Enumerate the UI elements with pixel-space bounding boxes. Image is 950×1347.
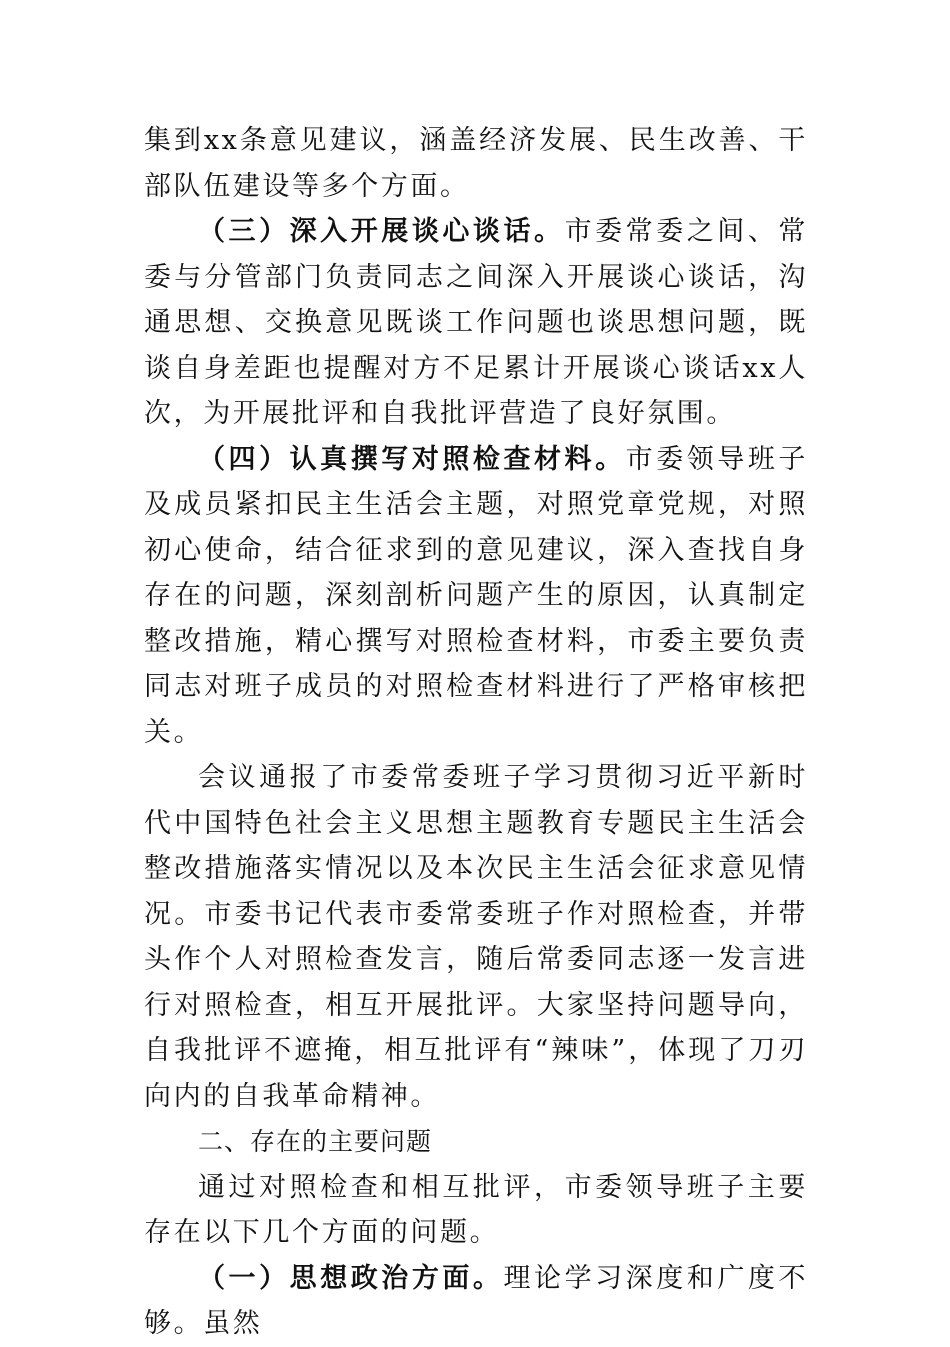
document-page [144, 118, 808, 1347]
paragraph-political-body: 理论学习深度和广度不够。虽然 [144, 1262, 809, 1339]
paragraph-talks-body: 市委常委之间、常委与分管部门负责同志之间深入开展谈心谈话，沟通思想、交换意见既谈工作问题也谈思想问题，既谈自身差距也提醒对方不足累计开展谈心谈话xx人次，为开展批评和自我批评营造了良好氛围。 [144, 216, 808, 429]
paragraph-continuation: 集到xx条意见建议，涵盖经济发展、民生改善、干部队伍建设等多个方面。 [144, 125, 808, 202]
subheading-talks: （三）深入开展谈心谈话。 [198, 216, 565, 247]
paragraph-political [144, 1256, 808, 1347]
section-heading-problems: 二、存在的主要问题 [198, 1127, 433, 1156]
paragraph-talks [144, 209, 808, 437]
paragraph-materials-body: 市委领导班子及成员紧扣民主生活会主题，对照党章党规，对照初心使命，结合征求到的意见建议，深入查找自身存在的问题，深刻剖析问题产生的原因，认真制定整改措施，精心撰写对照检查材料，市委主要负责同志对班子成员的对照检查材料进行了严格审核把关。 [144, 443, 808, 748]
paragraph-meeting: 会议通报了市委常委班子学习贯彻习近平新时代中国特色社会主义思想主题教育专题民主生活会整改措施落实情况以及本次民主生活会征求意见情况。市委书记代表市委常委班子作对照检查，并带头作个人对照检查发言，随后常委同志逐一发言进行对照检查，相互开展批评。大家坚持问题导向，自我批评不遮掩，相互批评有“辣味”，体现了刀刃向内的自我革命精神。 [144, 762, 808, 1112]
paragraph-materials [144, 437, 808, 756]
subheading-materials: （四）认真撰写对照检查材料。 [198, 443, 626, 475]
paragraph-problems-intro: 通过对照检查和相互批评，市委领导班子主要存在以下几个方面的问题。 [144, 1171, 808, 1248]
subheading-political: （一）思想政治方面。 [198, 1262, 504, 1294]
